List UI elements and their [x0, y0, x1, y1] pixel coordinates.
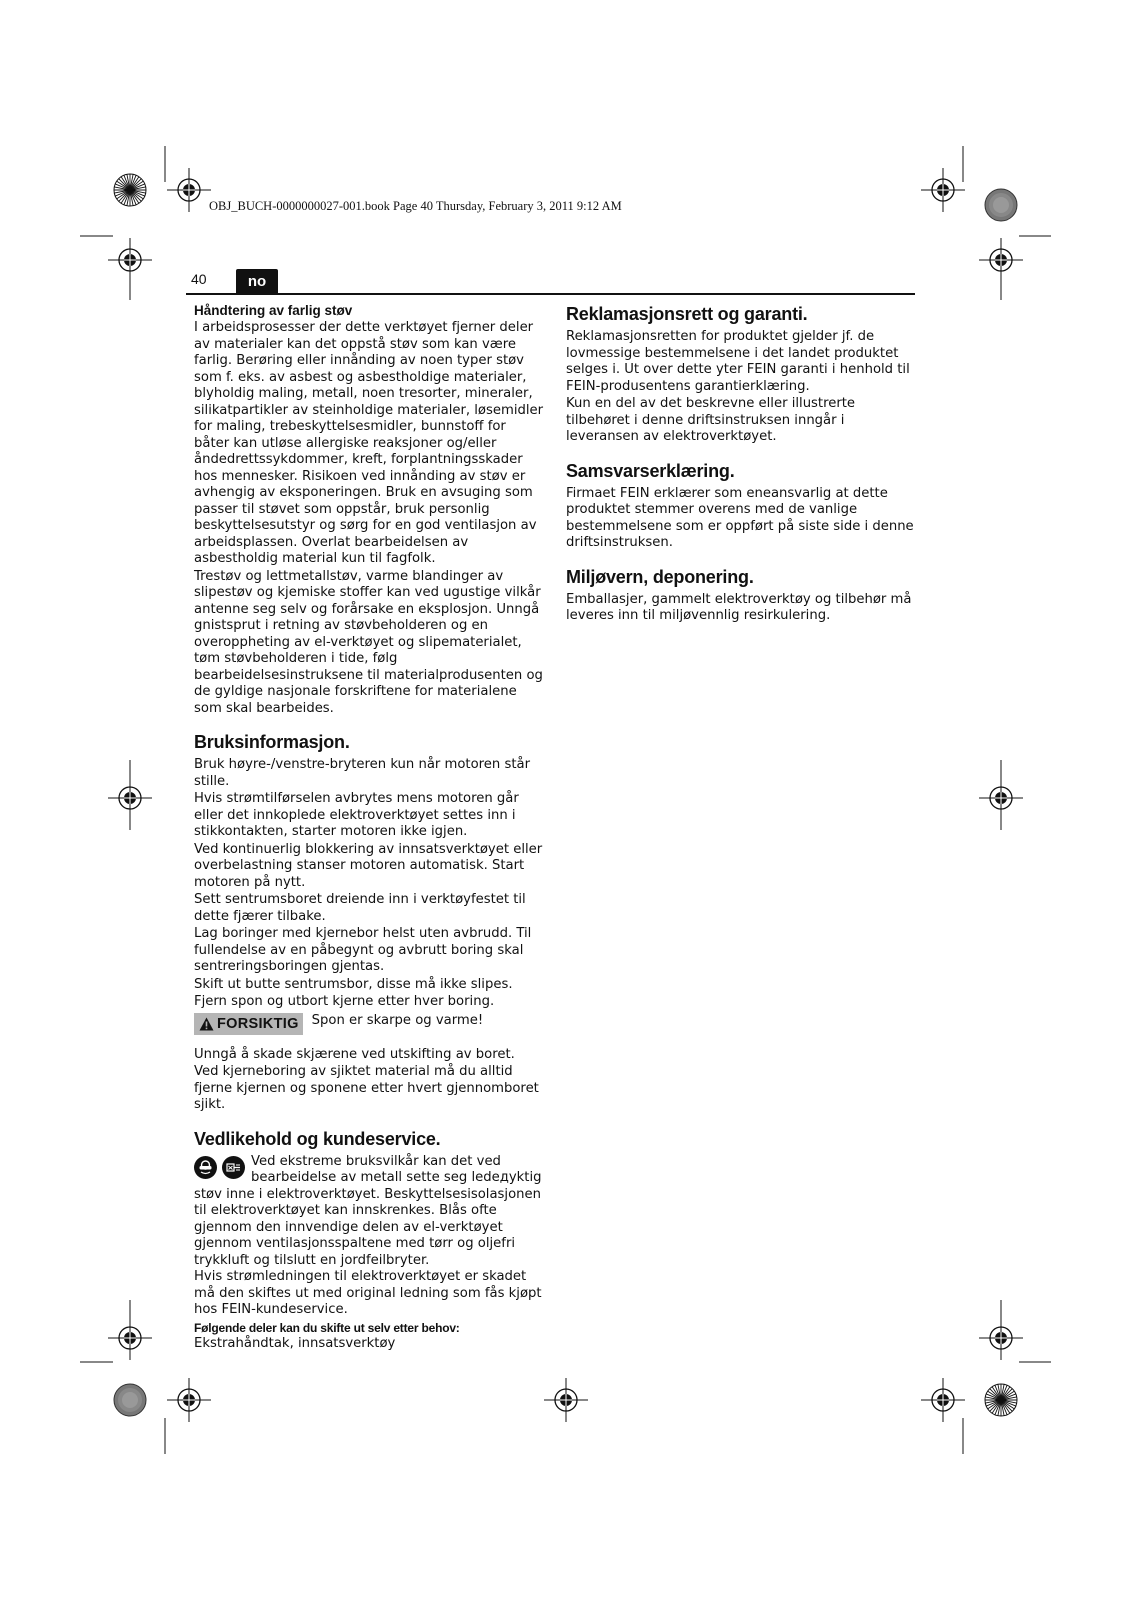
safety-icons — [194, 1156, 245, 1179]
compressed-air-cleaning-icon — [222, 1156, 245, 1179]
paragraph: Kun en del av det beskrevne eller illustrerte tilbehøret i denne driftsinstruksen inngår i leveransen av elektroverktøyet. — [566, 396, 856, 444]
right-column — [566, 303, 918, 625]
paragraph: Trestøv og lettmetallstøv, varme blandinger av slipestøv og kjemiske stoffer kan ved ugustige vilkår antenne seg selv og forårsake en eksplosjon. Unngå gnistsprut i retning av støvbeholderen og en overoppheting av el-verktøyet og slipematerialet, tøm støvbeholderen i tide, følg bearbeidelsesinstruksene til materialprodusenten og de gyldige nasjonale forskriftene for materialene som skal bearbeides. — [194, 568, 543, 716]
paragraph: Fjern spon og utbort kjerne etter hver boring. — [194, 994, 495, 1009]
caution-notice — [194, 1013, 544, 1035]
replaceable-parts-heading: Følgende deler kan du skifte ut selv etter behov: — [194, 1320, 460, 1335]
left-column — [194, 303, 544, 1352]
paragraph: Ekstrahåndtak, innsatsverktøy — [194, 1335, 396, 1351]
section-heading-dust: Håndtering av farlig støv — [194, 303, 353, 318]
paragraph: Ved ekstreme bruksvilkår kan det ved bearbeidelse av metall sette seg ledедyktig støv inne i elektroverktøyet. Beskyttelsesisolasjonen til elektroverktøyet kan innskrenkes. Blås ofte gjennom den innvendige delen av el-verktøyet gjennom ventilasjonsspaltene med tørr og oljefri trykkluft og tilslutt en jordfeilbryter. — [194, 1153, 542, 1268]
paragraph: Hvis strømledningen til elektroverktøyet er skadet må den skiftes ut med original ledning som fås kjøpt hos FEIN-kundeservice. — [194, 1269, 542, 1317]
caution-label: FORSIKTIG — [217, 1015, 299, 1032]
paragraph: I arbeidsprosesser der dette verktøyet fjerner deler av materialer kan det oppstå støv som kan være farlig. Berøring eller innånding av noen typer støv som f. eks. av asbest og asbestholdige materialer, blyholdig maling, metall, noen tresorter, mineraler, silikatpartikler av steinholdige materialer, løsemidler for maling, trebeskyttelsesmidler, bunnstoff for båter kan utløse allergiske reaksjoner og/eller åndedrettssykdommer, kreft, forplantningsskader hos mennesker. Risikoen ved innånding av støv er avhengig av eksponeringen. Bruk en avsuging som passer til støvet som oppstår, bruk personlig beskyttelsesutstyr og sørg for en god ventilasjon av arbeidsplassen. Overlat bearbeidelsen av asbestholdig material kun til fagfolk. — [194, 320, 544, 566]
section-heading-conformity: Samsvarserklæring. — [566, 460, 735, 481]
paragraph: Skift ut butte sentrumsbor, disse må ikke slipes. — [194, 976, 513, 992]
eye-protection-icon — [194, 1156, 217, 1179]
section-heading-environment: Miljøvern, deponering. — [566, 566, 754, 587]
warning-triangle-icon — [199, 1017, 214, 1031]
paragraph: Hvis strømtilførselen avbrytes mens motoren går eller det innkoplede elektroverktøyet settes inn i stikkontakten, starter motoren ikke igjen. — [194, 791, 519, 839]
language-badge: no — [236, 269, 278, 293]
caution-badge — [194, 1013, 303, 1035]
header-rule — [186, 293, 915, 295]
paragraph: Firmaet FEIN erklærer som eneansvarlig at dette produktet stemmer overens med de vanlige bestemmelsene som er oppført på siste side i denne driftsinstruksen. — [566, 485, 914, 550]
section-heading-warranty: Reklamasjonsrett og garanti. — [566, 304, 808, 324]
paragraph: Bruk høyre-/venstre-bryteren kun når motoren står stille. — [194, 757, 531, 789]
page-number: 40 — [191, 271, 207, 287]
paragraph: Lag boringer med kjernebor helst uten avbrudd. Til fullendelse av en påbegynt og avbrutt boring skal sentreringsboringen gjentas. — [194, 926, 532, 974]
section-heading-usage: Bruksinformasjon. — [194, 732, 350, 752]
caution-text: Spon er skarpe og varme! — [311, 1012, 484, 1028]
print-header: OBJ_BUCH-0000000027-001.book Page 40 Thursday, February 3, 2011 9:12 AM — [209, 199, 622, 213]
paragraph: Emballasjer, gammelt elektroverktøy og tilbehør må leveres inn til miljøvennlig resirkulering. — [566, 591, 912, 623]
paragraph: Unngå å skade skjærene ved utskifting av boret. — [194, 1046, 515, 1062]
section-heading-maintenance: Vedlikehold og kundeservice. — [194, 1128, 441, 1149]
paragraph: Reklamasjonsretten for produktet gjelder jf. de lovmessige bestemmelsene i det landet produktet selges i. Ut over dette yter FEIN garanti i henhold til FEIN-produsentens garantierklæring. — [566, 329, 910, 394]
paragraph: Ved kontinuerlig blokkering av innsatsverktøyet eller overbelastning stanser motoren automatisk. Start motoren på nytt. — [194, 841, 543, 890]
paragraph: Ved kjerneboring av sjiktet material må du alltid fjerne kjernen og sponene etter hvert gjennomboret sjikt. — [194, 1064, 539, 1112]
paragraph: Sett sentrumsboret dreiende inn i verktøyfestet til dette fjærer tilbake. — [194, 892, 526, 924]
